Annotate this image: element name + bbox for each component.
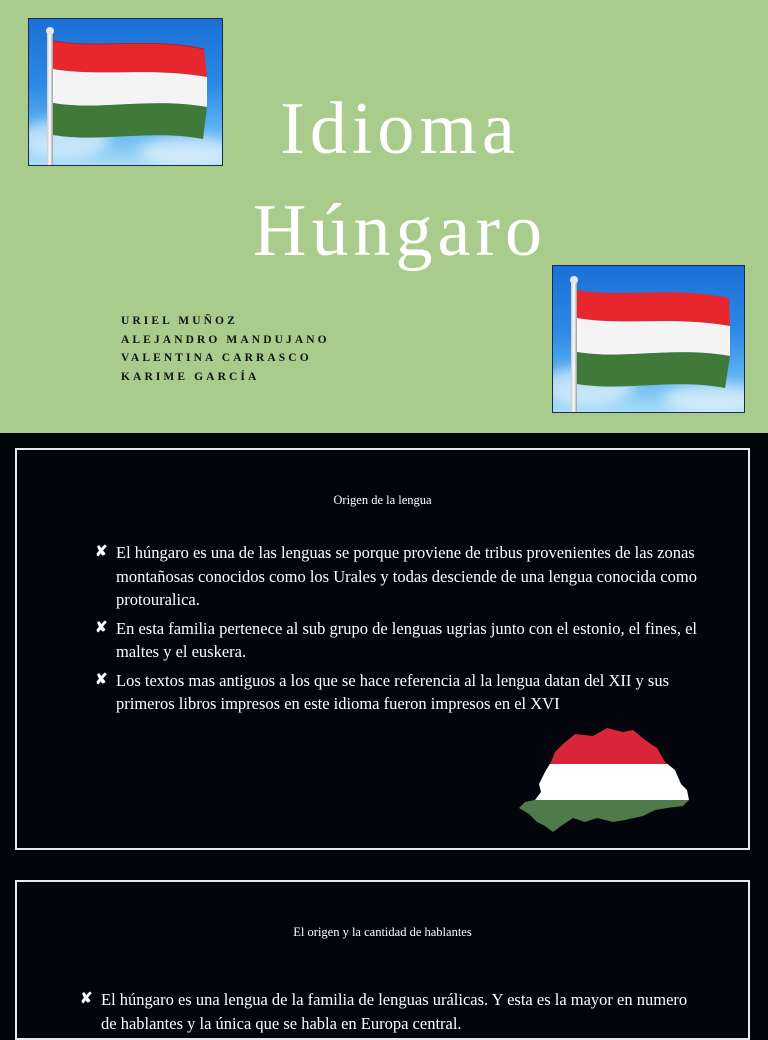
author-name: URIEL MUÑOZ (121, 315, 238, 327)
x-mark-icon: ✘ (95, 619, 108, 636)
hungary-map-flag-icon (515, 726, 695, 841)
panel-heading: Origen de la lengua (333, 493, 432, 507)
content-panel-origin (15, 448, 750, 850)
x-mark-icon: ✘ (95, 671, 108, 688)
list-item (95, 617, 715, 664)
bullet-list (80, 988, 700, 1040)
list-item (95, 669, 715, 716)
content-panel-speakers (15, 880, 750, 1040)
author-name: VALENTINA CARRASCO (121, 352, 312, 364)
hungarian-flag-image (552, 265, 745, 413)
hungarian-flag-image (28, 18, 223, 166)
bullet-text: Los textos mas antiguos a los que se hace referencia al la lengua datan del XII y sus primeros libros impresos en este idioma fueron impresos en el XVI (116, 670, 670, 713)
author-name: KARIME GARCÍA (121, 370, 260, 383)
x-mark-icon: ✘ (80, 991, 93, 1007)
bullet-text: El húngaro es una lengua de la familia de lenguas urálicas. Y esta es la mayor en numero de hablantes y la única que se habla en Europa central. (101, 990, 688, 1033)
page-title (220, 78, 580, 282)
author-name: ALEJANDRO MANDUJANO (121, 333, 330, 346)
title-slide (0, 0, 768, 433)
bullet-text: El húngaro es una de las lenguas se porque proviene de tribus provenientes de las zonas montañosas conocidos como los Urales y todas desciende de una lengua conocida como protouralica. (116, 543, 698, 609)
bullet-list (95, 541, 715, 721)
bullet-text: En esta familia pertenece al sub grupo de lenguas ugrias junto con el estonio, el fines, el maltes y el euskera. (116, 618, 697, 661)
title-line-1: Idioma (280, 88, 520, 170)
title-line-2: Húngaro (253, 190, 547, 272)
list-item (80, 988, 700, 1035)
panel-heading: El origen y la cantidad de hablantes (293, 925, 472, 939)
list-item (95, 541, 715, 612)
x-mark-icon: ✘ (95, 544, 108, 560)
author-list (121, 312, 330, 386)
